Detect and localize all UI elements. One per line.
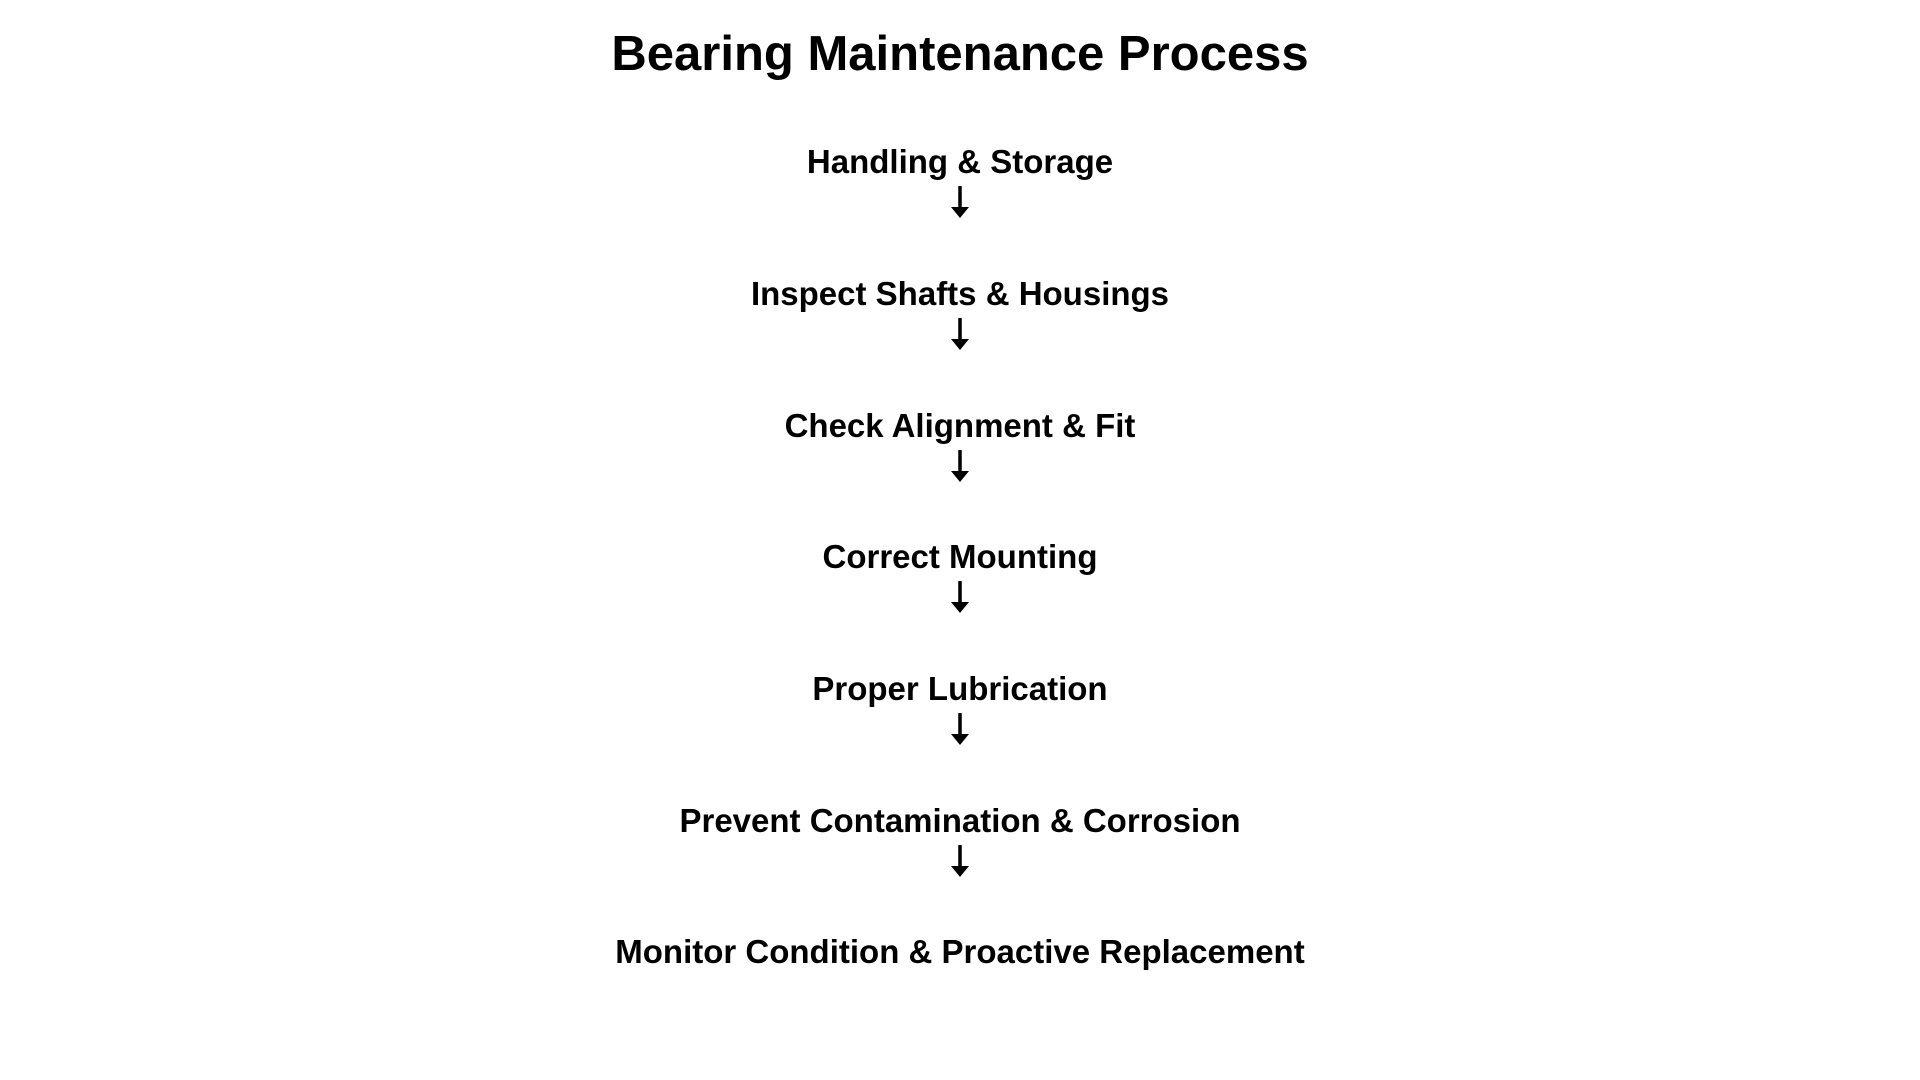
process-step	[0, 930, 1920, 1062]
process-step	[0, 535, 1920, 667]
down-arrow-icon	[950, 843, 970, 879]
down-arrow-icon	[950, 579, 970, 615]
process-step	[0, 667, 1920, 799]
down-arrow-icon	[950, 448, 970, 484]
diagram-title: Bearing Maintenance Process	[611, 27, 1309, 81]
step-label-inspect-shafts-housings: Inspect Shafts & Housings	[750, 275, 1170, 312]
step-label-correct-mounting: Correct Mounting	[822, 538, 1098, 575]
down-arrow-icon	[950, 711, 970, 747]
process-step	[0, 799, 1920, 931]
process-step	[0, 272, 1920, 404]
step-label-monitor-condition-replacement: Monitor Condition & Proactive Replacement	[615, 933, 1305, 970]
step-label-check-alignment-fit: Check Alignment & Fit	[784, 407, 1136, 444]
step-label-prevent-contamination-corrosion: Prevent Contamination & Corrosion	[679, 802, 1241, 839]
step-label-handling-storage: Handling & Storage	[806, 143, 1114, 180]
process-step	[0, 140, 1920, 272]
down-arrow-icon	[950, 316, 970, 352]
process-step	[0, 404, 1920, 536]
step-label-proper-lubrication: Proper Lubrication	[812, 670, 1108, 707]
down-arrow-icon	[950, 184, 970, 220]
